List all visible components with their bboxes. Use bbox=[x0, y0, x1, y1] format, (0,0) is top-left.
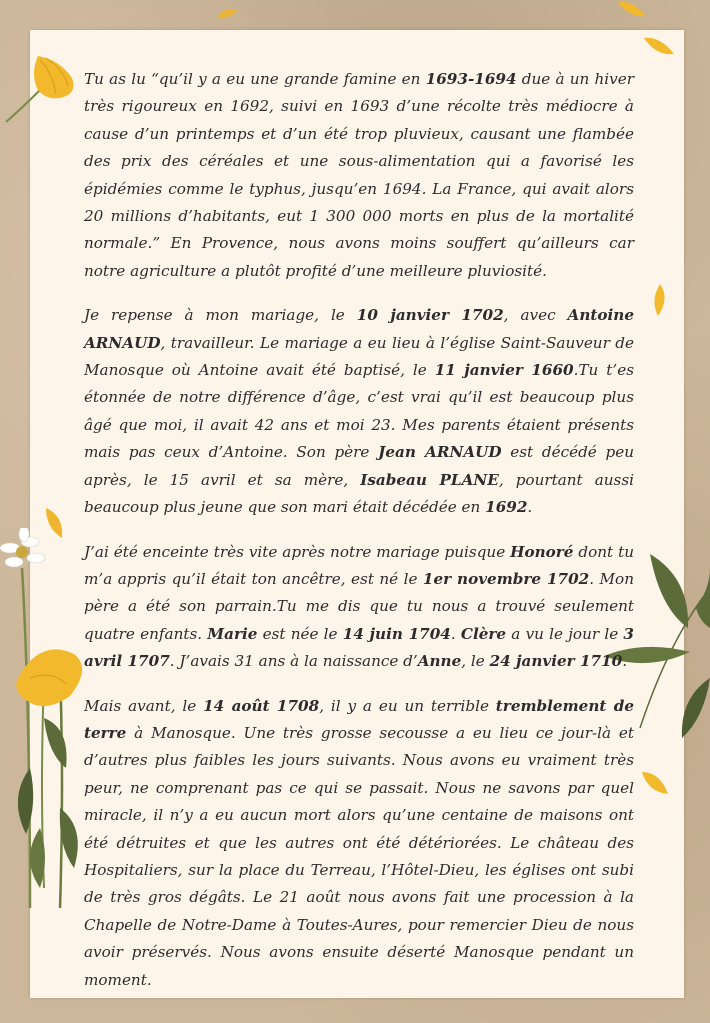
highlighted-text: 1693-1694 bbox=[425, 70, 517, 88]
text-segment: . bbox=[527, 498, 533, 517]
text-segment: . Mon père a été son parrain.Tu me dis que tu nous a trouvé seulement quatre enfants. bbox=[84, 569, 634, 643]
highlighted-text: Marie bbox=[207, 624, 258, 643]
text-segment: . J’avais 31 ans à la naissance d’ bbox=[169, 652, 418, 671]
text-segment: dont tu m’a appris qu’il était ton ancêtre, est né le bbox=[84, 542, 634, 588]
highlighted-text: Clère bbox=[460, 624, 507, 643]
text-segment: est née le bbox=[257, 624, 343, 643]
highlighted-text: 1692 bbox=[485, 498, 528, 517]
text-segment: Mais avant, le bbox=[84, 696, 204, 715]
highlighted-text: Jean ARNAUD bbox=[378, 443, 502, 462]
highlighted-text: 10 janvier 1702 bbox=[356, 306, 504, 325]
highlighted-text: 1er novembre 1702 bbox=[422, 569, 590, 588]
highlighted-text: 11 janvier 1660 bbox=[434, 361, 574, 380]
highlighted-text: Honoré bbox=[510, 542, 574, 561]
highlighted-text: Anne bbox=[417, 652, 462, 671]
highlighted-text: tremblement de terre bbox=[84, 696, 634, 742]
highlighted-text: 14 août 1708 bbox=[203, 696, 320, 715]
highlighted-text: 24 janvier 1710 bbox=[489, 652, 623, 671]
text-segment: . bbox=[450, 624, 461, 643]
text-segment: Tu as lu “qu’il y a eu une grande famine en bbox=[84, 70, 426, 88]
falling-petal-right-2 bbox=[650, 282, 670, 318]
letter-body bbox=[84, 66, 634, 1011]
text-segment: à Manosque. Une très grosse secousse a eu lieu ce jour-là et d’autres plus faibles les jours suivants. Nous avons eu vraiment très peur, ne comprenant pas ce qui se passait. Nous ne savons par quel miracle, il n’y a eu aucun mort alors qu’une centaine de maisons ont été détruites et que les autres ont été détériorées. Le château des Hospitaliers, sur la place du Terreau, l’Hôtel-Dieu, les églises ont subi de très gros dégâts. Le 21 août nous avons fait une procession à la Chapelle de Notre-Dame à Toutes-Aures, pour remercier Dieu de nous avoir préservés. Nous avons ensuite déserté Manosque pendant un moment. bbox=[84, 723, 634, 989]
text-segment: .Tu t’es étonnée de notre différence d’âge, c’est vrai qu’il est beaucoup plus âgé que moi, il avait 42 ans et moi 23. Mes parents étaient présents mais pas ceux d’Antoine. Son père bbox=[84, 361, 634, 462]
highlighted-text: Antoine ARNAUD bbox=[84, 306, 634, 352]
paragraph-enfants bbox=[84, 539, 634, 676]
text-segment: , avec bbox=[503, 306, 568, 325]
text-segment: , travailleur. Le mariage a eu lieu à l’église Saint-Sauveur de Manosque où Antoine avait été baptisé, le bbox=[84, 333, 634, 380]
text-segment: . bbox=[622, 652, 628, 671]
text-segment: a vu le jour le bbox=[506, 624, 624, 643]
text-segment: est décédé peu après, le 15 avril et sa mère, bbox=[84, 443, 634, 489]
falling-petal-top-left bbox=[214, 6, 240, 22]
text-segment: Je repense à mon mariage, le bbox=[84, 306, 357, 325]
falling-petal-right-1 bbox=[642, 34, 676, 58]
text-segment: , le bbox=[461, 652, 490, 671]
paragraph-mariage bbox=[84, 302, 634, 521]
text-segment: J’ai été enceinte très vite après notre mariage puisque bbox=[84, 542, 511, 561]
highlighted-text: 3 avril 1707 bbox=[84, 624, 634, 671]
text-segment: due à un hiver très rigoureux en 1692, suivi en 1693 d’une récolte très médiocre à cause d’un printemps et d’un été trop pluvieux, causant une flambée des prix des céréales et une sous-alimentation qui a favorisé les épidémies comme le typhus, jusqu’en 1694. La France, qui avait alors 20 millions d’habitants, eut 1 300 000 morts en plus de la mortalité normale.” En Provence, nous avons moins souffert qu’ailleurs car notre agriculture a plutôt profité d’une meilleure pluviosité. bbox=[84, 70, 634, 280]
paragraph-tremblement bbox=[84, 693, 634, 994]
falling-petal-top bbox=[612, 0, 652, 22]
paragraph-famine bbox=[84, 66, 634, 285]
highlighted-text: 14 juin 1704 bbox=[342, 624, 451, 643]
yellow-flower-top-left bbox=[0, 50, 90, 130]
text-segment: , pourtant aussi beaucoup plus jeune que son mari était décédée en bbox=[84, 470, 634, 517]
highlighted-text: Isabeau PLANE bbox=[360, 470, 499, 489]
falling-petal-right-3 bbox=[640, 768, 670, 798]
text-segment: , il y a eu un terrible bbox=[319, 696, 496, 715]
